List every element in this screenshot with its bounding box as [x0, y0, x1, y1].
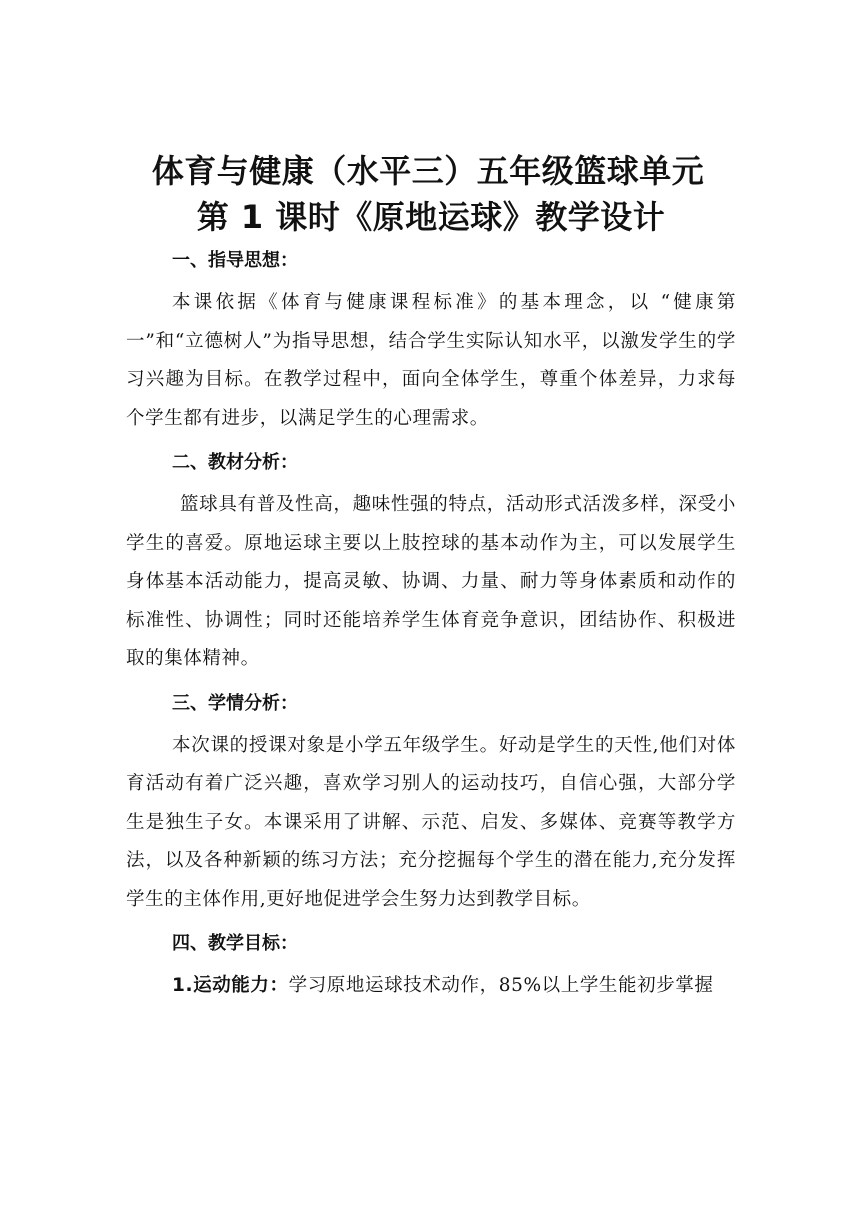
section-text-material-analysis: 篮球具有普及性高，趣味性强的特点，活动形式活泼多样，深受小学生的喜爱。原地运球主要以上肢控球的基本动作为主，可以发展学生身体基本活动能力，提高灵敏、协调、力量、耐力等身体素质和动作的标准性、协调性；同时还能培养学生体育竞争意识，团结协作、积极进取的集体精神。 — [126, 494, 736, 669]
section-heading-teaching-goals: 四、教学目标： — [172, 933, 298, 954]
section-heading-student-analysis: 三、学情分析： — [172, 692, 298, 714]
teaching-goal-label: 1.运动能力： — [172, 975, 289, 996]
section-heading-material-analysis: 二、教材分析： — [172, 452, 298, 473]
section-heading-guiding-thought: 一、指导思想： — [172, 250, 298, 271]
teaching-goal-item — [126, 967, 736, 1006]
document-title-line-2: 第 1 课时《原地运球》教学设计 — [196, 198, 666, 236]
section-text-guiding-thought: 本课依据《体育与健康课程标准》的基本理念，以 “健康第一”和“立德树人”为指导思想，结合学生实际认知水平，以激发学生的学习兴趣为目标。在教学过程中，面向全体学生，尊重个体差异，力求每个学生都有进步，以满足学生的心理需求。 — [126, 292, 736, 429]
document-page — [126, 148, 736, 1006]
teaching-goal-text: 学习原地运球技术动作，85%以上学生能初步掌握 — [288, 975, 714, 996]
section-text-student-analysis: 本次课的授课对象是小学五年级学生。好动是学生的天性,他们对体育活动有着广泛兴趣，喜欢学习别人的运动技巧，自信心强，大部分学生是独生子女。本课采用了讲解、示范、启发、多媒体、竞赛等教学方法，以及各种新颖的练习方法；充分挖掘每个学生的潜在能力,充分发挥学生的主体作用,更好地促进学会生努力达到教学目标。 — [126, 734, 736, 910]
document-title-line-1: 体育与健康（水平三）五年级篮球单元 — [151, 152, 705, 190]
